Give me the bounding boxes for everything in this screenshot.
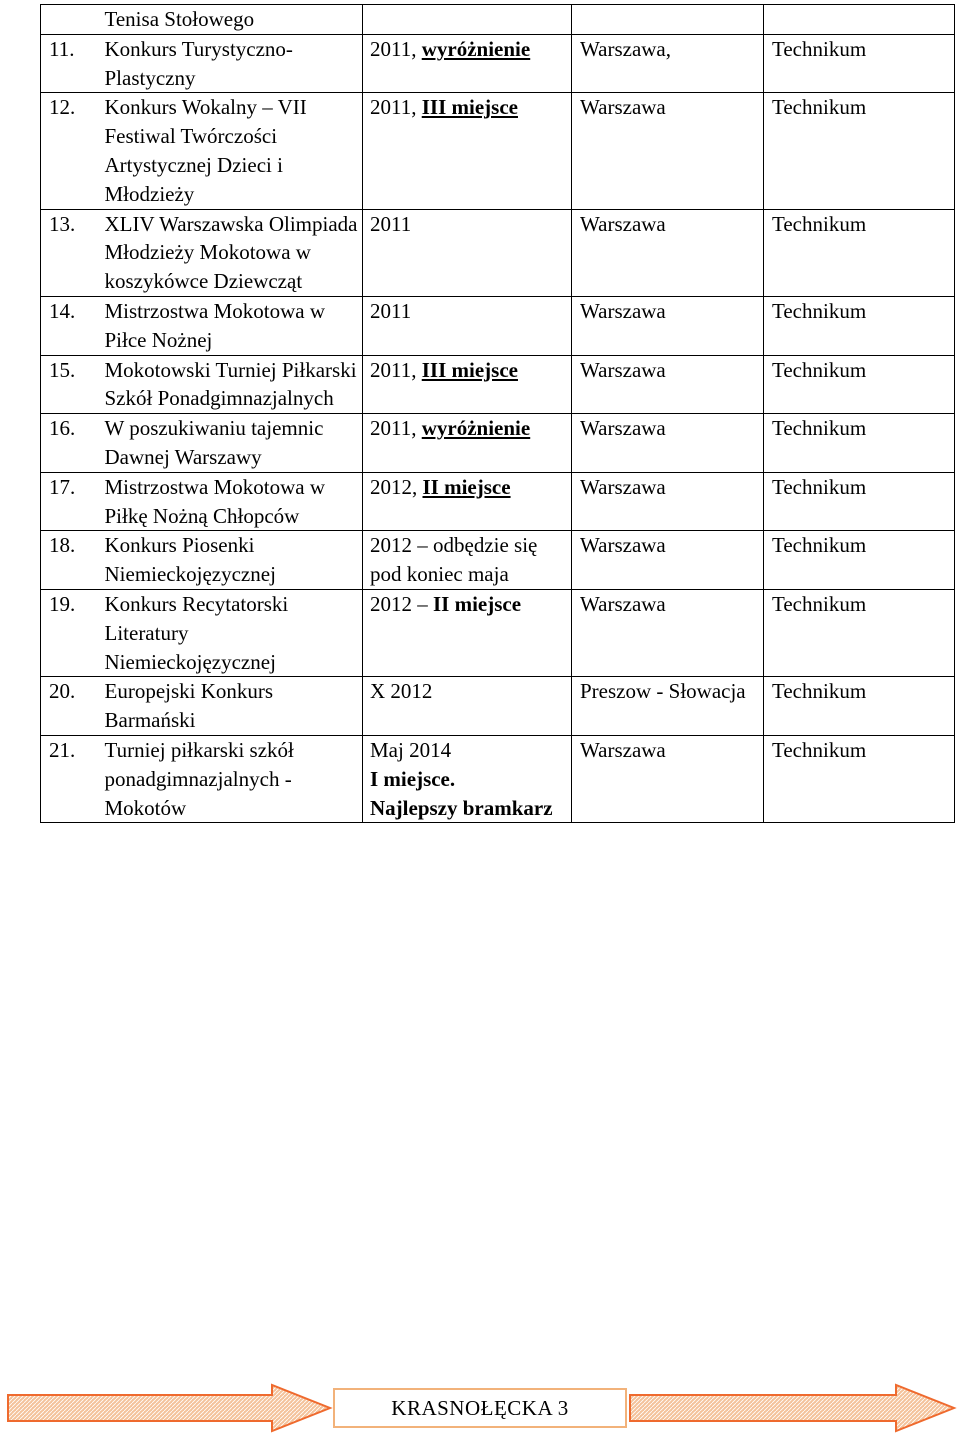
competition-name: Mistrzostwa Mokotowa w Piłkę Nożną Chłopców bbox=[99, 472, 363, 531]
school-cell: Technikum bbox=[764, 677, 955, 736]
result-cell bbox=[363, 355, 572, 414]
table-body bbox=[41, 5, 955, 823]
result-cell bbox=[363, 209, 572, 296]
row-number: 16. bbox=[41, 414, 99, 473]
result-text: Najlepszy bramkarz bbox=[370, 795, 553, 820]
row-number: 18. bbox=[41, 531, 99, 590]
table-row bbox=[41, 34, 955, 93]
place-cell: Warszawa bbox=[572, 93, 764, 209]
school-cell: Technikum bbox=[764, 93, 955, 209]
table-row bbox=[41, 209, 955, 296]
school-cell bbox=[764, 5, 955, 35]
result-text: 2012, bbox=[370, 474, 423, 499]
row-number: 15. bbox=[41, 355, 99, 414]
result-text: 2011, bbox=[370, 36, 422, 61]
school-cell: Technikum bbox=[764, 531, 955, 590]
table-row bbox=[41, 355, 955, 414]
place-cell bbox=[572, 5, 764, 35]
table-row bbox=[41, 5, 955, 35]
result-cell bbox=[363, 589, 572, 676]
competition-name: Tenisa Stołowego bbox=[99, 5, 363, 35]
table-row bbox=[41, 296, 955, 355]
result-text: II miejsce bbox=[433, 591, 522, 616]
competition-name: Turniej piłkarski szkół ponadgimnazjalnych - Mokotów bbox=[99, 735, 363, 822]
page-footer bbox=[0, 1383, 960, 1435]
result-text: 2011, bbox=[370, 95, 422, 120]
competition-name: Konkurs Turystyczno-Plastyczny bbox=[99, 34, 363, 93]
school-cell: Technikum bbox=[764, 34, 955, 93]
table-row bbox=[41, 677, 955, 736]
row-number: 11. bbox=[41, 34, 99, 93]
footer-label bbox=[333, 1388, 627, 1428]
competition-name: Konkurs Wokalny – VII Festiwal Twórczości Artystycznej Dzieci i Młodzieży bbox=[99, 93, 363, 209]
result-text: X 2012 bbox=[370, 679, 433, 704]
place-cell: Warszawa bbox=[572, 209, 764, 296]
right-arrow-icon bbox=[630, 1385, 954, 1431]
place-cell: Preszow - Słowacja bbox=[572, 677, 764, 736]
competitions-table bbox=[40, 4, 955, 823]
row-number: 13. bbox=[41, 209, 99, 296]
row-number: 14. bbox=[41, 296, 99, 355]
table-row bbox=[41, 735, 955, 822]
row-number: 12. bbox=[41, 93, 99, 209]
result-cell bbox=[363, 93, 572, 209]
result-text: III miejsce bbox=[421, 95, 518, 120]
place-cell: Warszawa bbox=[572, 589, 764, 676]
result-cell bbox=[363, 414, 572, 473]
result-cell bbox=[363, 735, 572, 822]
result-text: I miejsce. bbox=[370, 766, 456, 791]
footer-label-text: KRASNOŁĘCKA 3 bbox=[391, 1395, 569, 1420]
place-cell: Warszawa bbox=[572, 414, 764, 473]
result-text: wyróżnienie bbox=[421, 416, 531, 441]
row-number: 17. bbox=[41, 472, 99, 531]
place-cell: Warszawa, bbox=[572, 34, 764, 93]
result-cell bbox=[363, 531, 572, 590]
school-cell: Technikum bbox=[764, 209, 955, 296]
table-row bbox=[41, 93, 955, 209]
place-cell: Warszawa bbox=[572, 531, 764, 590]
competition-name: W poszukiwaniu tajemnic Dawnej Warszawy bbox=[99, 414, 363, 473]
result-cell bbox=[363, 472, 572, 531]
table-row bbox=[41, 414, 955, 473]
result-cell bbox=[363, 296, 572, 355]
competition-name: Mokotowski Turniej Piłkarski Szkół Ponadgimnazjalnych bbox=[99, 355, 363, 414]
result-cell bbox=[363, 5, 572, 35]
competition-name: Konkurs Recytatorski Literatury Niemieckojęzycznej bbox=[99, 589, 363, 676]
left-arrow-icon bbox=[8, 1385, 330, 1431]
school-cell: Technikum bbox=[764, 296, 955, 355]
school-cell: Technikum bbox=[764, 414, 955, 473]
competition-name: XLIV Warszawska Olimpiada Młodzieży Mokotowa w koszykówce Dziewcząt bbox=[99, 209, 363, 296]
competition-name: Konkurs Piosenki Niemieckojęzycznej bbox=[99, 531, 363, 590]
place-cell: Warszawa bbox=[572, 355, 764, 414]
result-text: 2012 – bbox=[370, 591, 433, 616]
row-number: 19. bbox=[41, 589, 99, 676]
school-cell: Technikum bbox=[764, 589, 955, 676]
result-cell bbox=[363, 34, 572, 93]
competition-name: Europejski Konkurs Barmański bbox=[99, 677, 363, 736]
result-text: II miejsce bbox=[422, 474, 511, 499]
result-text: 2011 bbox=[370, 211, 412, 236]
table-row bbox=[41, 531, 955, 590]
row-number bbox=[41, 5, 99, 35]
result-text: III miejsce bbox=[421, 357, 518, 382]
competition-name: Mistrzostwa Mokotowa w Piłce Nożnej bbox=[99, 296, 363, 355]
school-cell: Technikum bbox=[764, 472, 955, 531]
result-text: 2011, bbox=[370, 357, 422, 382]
school-cell: Technikum bbox=[764, 355, 955, 414]
result-text: 2012 – odbędzie się pod koniec maja bbox=[370, 533, 538, 587]
place-cell: Warszawa bbox=[572, 735, 764, 822]
row-number: 21. bbox=[41, 735, 99, 822]
place-cell: Warszawa bbox=[572, 296, 764, 355]
result-text: 2011, bbox=[370, 416, 422, 441]
school-cell: Technikum bbox=[764, 735, 955, 822]
table-row bbox=[41, 472, 955, 531]
result-text: 2011 bbox=[370, 298, 412, 323]
result-text: Maj 2014 bbox=[370, 737, 452, 762]
row-number: 20. bbox=[41, 677, 99, 736]
table-row bbox=[41, 589, 955, 676]
result-text: wyróżnienie bbox=[421, 36, 531, 61]
result-cell bbox=[363, 677, 572, 736]
place-cell: Warszawa bbox=[572, 472, 764, 531]
